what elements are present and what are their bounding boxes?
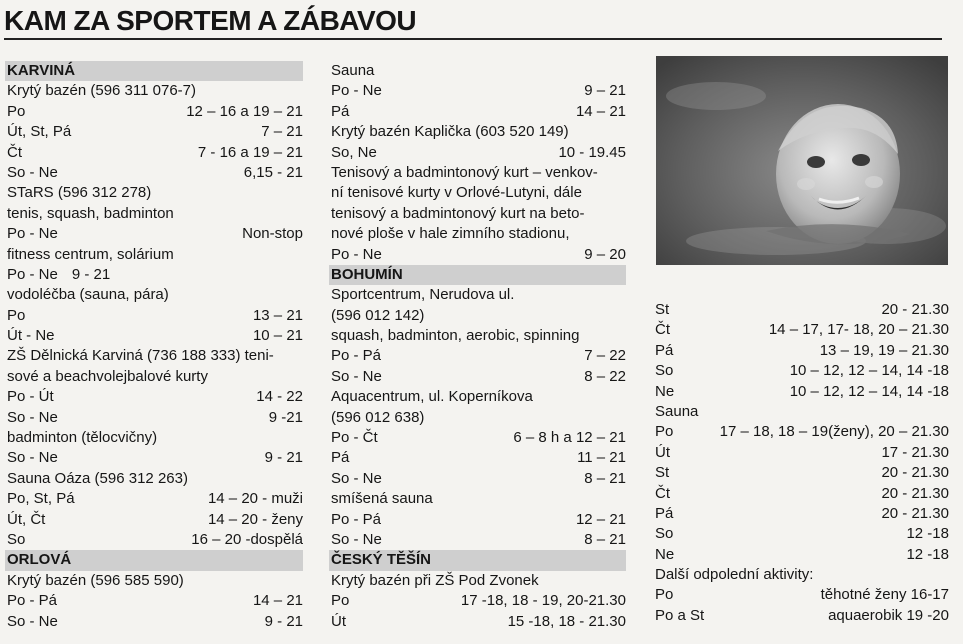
schedule-row <box>331 469 626 489</box>
schedule-time: 20 - 21.30 <box>881 464 949 482</box>
schedule-row <box>331 510 626 530</box>
column-orlova-bohumin-tesin <box>331 61 626 632</box>
schedule-days: Po <box>655 423 674 441</box>
schedule-row <box>7 489 303 509</box>
venue-activity: fitness centrum, solárium <box>7 245 174 263</box>
schedule-days: Čt <box>655 321 670 339</box>
schedule-time: 7 – 21 <box>261 123 303 141</box>
schedule-days: Út <box>655 443 670 461</box>
schedule-time: 14 – 20 - muži <box>207 490 303 508</box>
column-karvina-orlova <box>7 61 303 632</box>
venue-description-line: nové ploše v hale zimního stadionu, <box>331 225 570 243</box>
schedule-time: 12 – 21 <box>575 510 626 528</box>
schedule-days: Po <box>655 586 674 604</box>
schedule-time: Non-stop <box>242 225 303 243</box>
section-heading-cesky-tesin: ČESKÝ TĚŠÍN <box>329 550 626 570</box>
schedule-row <box>7 387 303 407</box>
schedule-days: So - Ne <box>7 449 58 467</box>
venue-activity: tenis, squash, badminton <box>7 204 174 222</box>
schedule-row <box>7 408 303 428</box>
venue-name: ZŠ Dělnická Karviná (736 188 333) teni- <box>7 347 274 365</box>
schedule-row <box>331 612 626 632</box>
schedule-days: Po - Čt <box>331 429 378 447</box>
schedule-row <box>7 265 303 285</box>
schedule-time: 14 – 21 <box>252 592 303 610</box>
venue-name: STaRS (596 312 278) <box>7 184 152 202</box>
venue-phone: (596 012 638) <box>331 408 425 426</box>
schedule-row <box>7 448 303 468</box>
schedule-days: Ne <box>655 545 675 563</box>
schedule-days: St <box>655 464 670 482</box>
schedule-time: 15 -18, 18 - 21.30 <box>507 612 626 630</box>
venue-activity: vodoléčba (sauna, pára) <box>7 286 169 304</box>
schedule-row <box>331 448 626 468</box>
schedule-days: Po, St, Pá <box>7 490 75 508</box>
schedule-time: 6,15 - 21 <box>243 163 303 181</box>
venue-name: Sauna Oáza (596 312 263) <box>7 469 188 487</box>
venue-activity: Další odpolední aktivity: <box>655 566 814 584</box>
schedule-days: So <box>655 525 674 543</box>
schedule-time: 9 - 21 <box>264 612 303 630</box>
schedule-time: 16 – 20 -dospělá <box>191 530 303 548</box>
schedule-days: Po - Ne <box>7 225 58 243</box>
schedule-time: 9 - 21 <box>71 265 111 283</box>
schedule-time: 10 – 12, 12 – 14, 14 -18 <box>789 362 949 380</box>
schedule-days: Po <box>7 306 26 324</box>
schedule-time: těhotné ženy 16-17 <box>820 586 949 604</box>
schedule-row <box>331 367 626 387</box>
schedule-days: Po <box>7 102 26 120</box>
schedule-time: 8 – 21 <box>584 530 626 548</box>
schedule-row <box>7 122 303 142</box>
schedule-days: Po - Ne <box>331 245 382 263</box>
schedule-days: Út, St, Pá <box>7 123 72 141</box>
schedule-row <box>331 81 626 101</box>
venue-name: sové a beachvolejbalové kurty <box>7 367 208 385</box>
schedule-time: 20 - 21.30 <box>881 504 949 522</box>
schedule-time: 17 -18, 18 - 19, 20-21.30 <box>460 592 626 610</box>
schedule-row <box>7 612 303 632</box>
page-title: KAM ZA SPORTEM A ZÁBAVOU <box>4 6 942 40</box>
schedule-days: So - Ne <box>331 367 382 385</box>
schedule-row <box>655 422 949 442</box>
schedule-row <box>7 102 303 122</box>
schedule-row <box>655 484 949 504</box>
schedule-row <box>7 224 303 244</box>
venue-activity: squash, badminton, aerobic, spinning <box>331 327 580 345</box>
schedule-days: So - Ne <box>331 530 382 548</box>
section-heading-orlova: ORLOVÁ <box>5 550 303 570</box>
schedule-days: So <box>7 530 26 548</box>
schedule-time: 7 – 22 <box>584 347 626 365</box>
venue-description-line: ní tenisové kurty v Orlové-Lutyni, dále <box>331 184 582 202</box>
schedule-time: 12 -18 <box>906 525 949 543</box>
schedule-time: 20 - 21.30 <box>881 484 949 502</box>
schedule-row <box>7 306 303 326</box>
schedule-time: 11 – 21 <box>577 449 626 467</box>
schedule-row <box>331 346 626 366</box>
schedule-row <box>655 361 949 381</box>
schedule-time: 14 – 21 <box>575 102 626 120</box>
schedule-time: 9 – 20 <box>584 245 626 263</box>
child-swimming-photo <box>656 56 948 265</box>
schedule-days: Út <box>331 612 346 630</box>
schedule-row <box>655 463 949 483</box>
schedule-row <box>7 530 303 550</box>
schedule-row <box>655 606 949 626</box>
schedule-days: Po - Pá <box>331 510 382 528</box>
schedule-days: So <box>655 362 674 380</box>
venue-phone: (596 012 142) <box>331 306 425 324</box>
schedule-days: Pá <box>655 504 674 522</box>
schedule-row <box>7 143 303 163</box>
venue-name: Krytý bazén Kaplička (603 520 149) <box>331 123 569 141</box>
venue-name: Sportcentrum, Nerudova ul. <box>331 286 515 304</box>
photo-illustration <box>656 56 948 265</box>
schedule-days: Čt <box>655 484 670 502</box>
schedule-row <box>655 341 949 361</box>
schedule-days: So, Ne <box>331 143 377 161</box>
schedule-row <box>655 382 949 402</box>
schedule-time: 9 - 21 <box>264 449 303 467</box>
schedule-days: Po a St <box>655 606 705 624</box>
venue-name: Krytý bazén (596 585 590) <box>7 571 184 589</box>
schedule-days: Pá <box>331 102 350 120</box>
schedule-days: Čt <box>7 143 22 161</box>
venue-name: Krytý bazén (596 311 076-7) <box>7 82 197 100</box>
schedule-time: 14 – 17, 17- 18, 20 – 21.30 <box>768 321 949 339</box>
schedule-time: 17 - 21.30 <box>881 443 949 461</box>
schedule-time: 12 – 16 a 19 – 21 <box>186 102 303 120</box>
venue-name: Krytý bazén při ZŠ Pod Zvonek <box>331 571 539 589</box>
schedule-row <box>655 320 949 340</box>
schedule-time: 10 – 21 <box>252 327 303 345</box>
schedule-time: 10 - 19.45 <box>558 143 626 161</box>
schedule-row <box>655 585 949 605</box>
schedule-row <box>7 326 303 346</box>
schedule-row <box>331 143 626 163</box>
schedule-time: 17 – 18, 18 – 19(ženy), 20 – 21.30 <box>719 423 949 441</box>
column-cesky-tesin-continued <box>655 300 949 626</box>
schedule-days: So - Ne <box>331 469 382 487</box>
venue-description-line: tenisový a badmintonový kurt na beto- <box>331 204 585 222</box>
schedule-row <box>655 443 949 463</box>
schedule-row <box>331 530 626 550</box>
schedule-days: Po - Ne <box>331 82 382 100</box>
schedule-row <box>7 510 303 530</box>
schedule-time: aquaerobik 19 -20 <box>828 606 949 624</box>
schedule-days: Pá <box>331 449 350 467</box>
schedule-time: 10 – 12, 12 – 14, 14 -18 <box>789 382 949 400</box>
schedule-days: Pá <box>655 341 674 359</box>
venue-activity: Sauna <box>331 62 375 79</box>
schedule-days: So - Ne <box>7 408 58 426</box>
schedule-days: Po - Út <box>7 388 54 406</box>
schedule-row <box>331 245 626 265</box>
schedule-time: 14 - 22 <box>256 388 303 406</box>
schedule-time: 14 – 20 - ženy <box>207 510 303 528</box>
venue-description-line: Tenisový a badmintonový kurt – venkov- <box>331 163 598 181</box>
schedule-days: So - Ne <box>7 163 58 181</box>
venue-activity: badminton (tělocvičny) <box>7 429 158 447</box>
schedule-row <box>655 545 949 565</box>
schedule-days: Po - Pá <box>331 347 382 365</box>
schedule-days: Po <box>331 592 350 610</box>
venue-activity: smíšená sauna <box>331 490 433 508</box>
schedule-row <box>655 524 949 544</box>
schedule-time: 13 – 19, 19 – 21.30 <box>819 341 949 359</box>
schedule-time: 7 - 16 a 19 – 21 <box>197 143 303 161</box>
section-heading-bohumin: BOHUMÍN <box>329 265 626 285</box>
schedule-time: 13 – 21 <box>252 306 303 324</box>
schedule-row <box>331 102 626 122</box>
schedule-days: Ne <box>655 382 675 400</box>
schedule-time: 8 – 21 <box>584 469 626 487</box>
venue-name: Aquacentrum, ul. Koperníkova <box>331 388 533 406</box>
schedule-days: Po - Pá <box>7 592 58 610</box>
schedule-time: 20 - 21.30 <box>881 301 949 318</box>
schedule-row <box>7 591 303 611</box>
schedule-days: St <box>655 301 670 318</box>
schedule-days: Po - Ne <box>7 265 58 283</box>
schedule-time: 8 – 22 <box>584 367 626 385</box>
schedule-time: 9 -21 <box>268 408 303 426</box>
schedule-time: 12 -18 <box>906 545 949 563</box>
schedule-row <box>331 428 626 448</box>
schedule-days: So - Ne <box>7 612 58 630</box>
schedule-row <box>331 591 626 611</box>
section-heading-karvina: KARVINÁ <box>5 61 303 81</box>
schedule-row <box>7 163 303 183</box>
schedule-row <box>655 300 949 320</box>
schedule-days: Út, Čt <box>7 510 46 528</box>
venue-activity: Sauna <box>655 402 699 420</box>
schedule-time: 6 – 8 h a 12 – 21 <box>513 429 626 447</box>
schedule-time: 9 – 21 <box>584 82 626 100</box>
schedule-days: Út - Ne <box>7 327 55 345</box>
schedule-row <box>655 504 949 524</box>
